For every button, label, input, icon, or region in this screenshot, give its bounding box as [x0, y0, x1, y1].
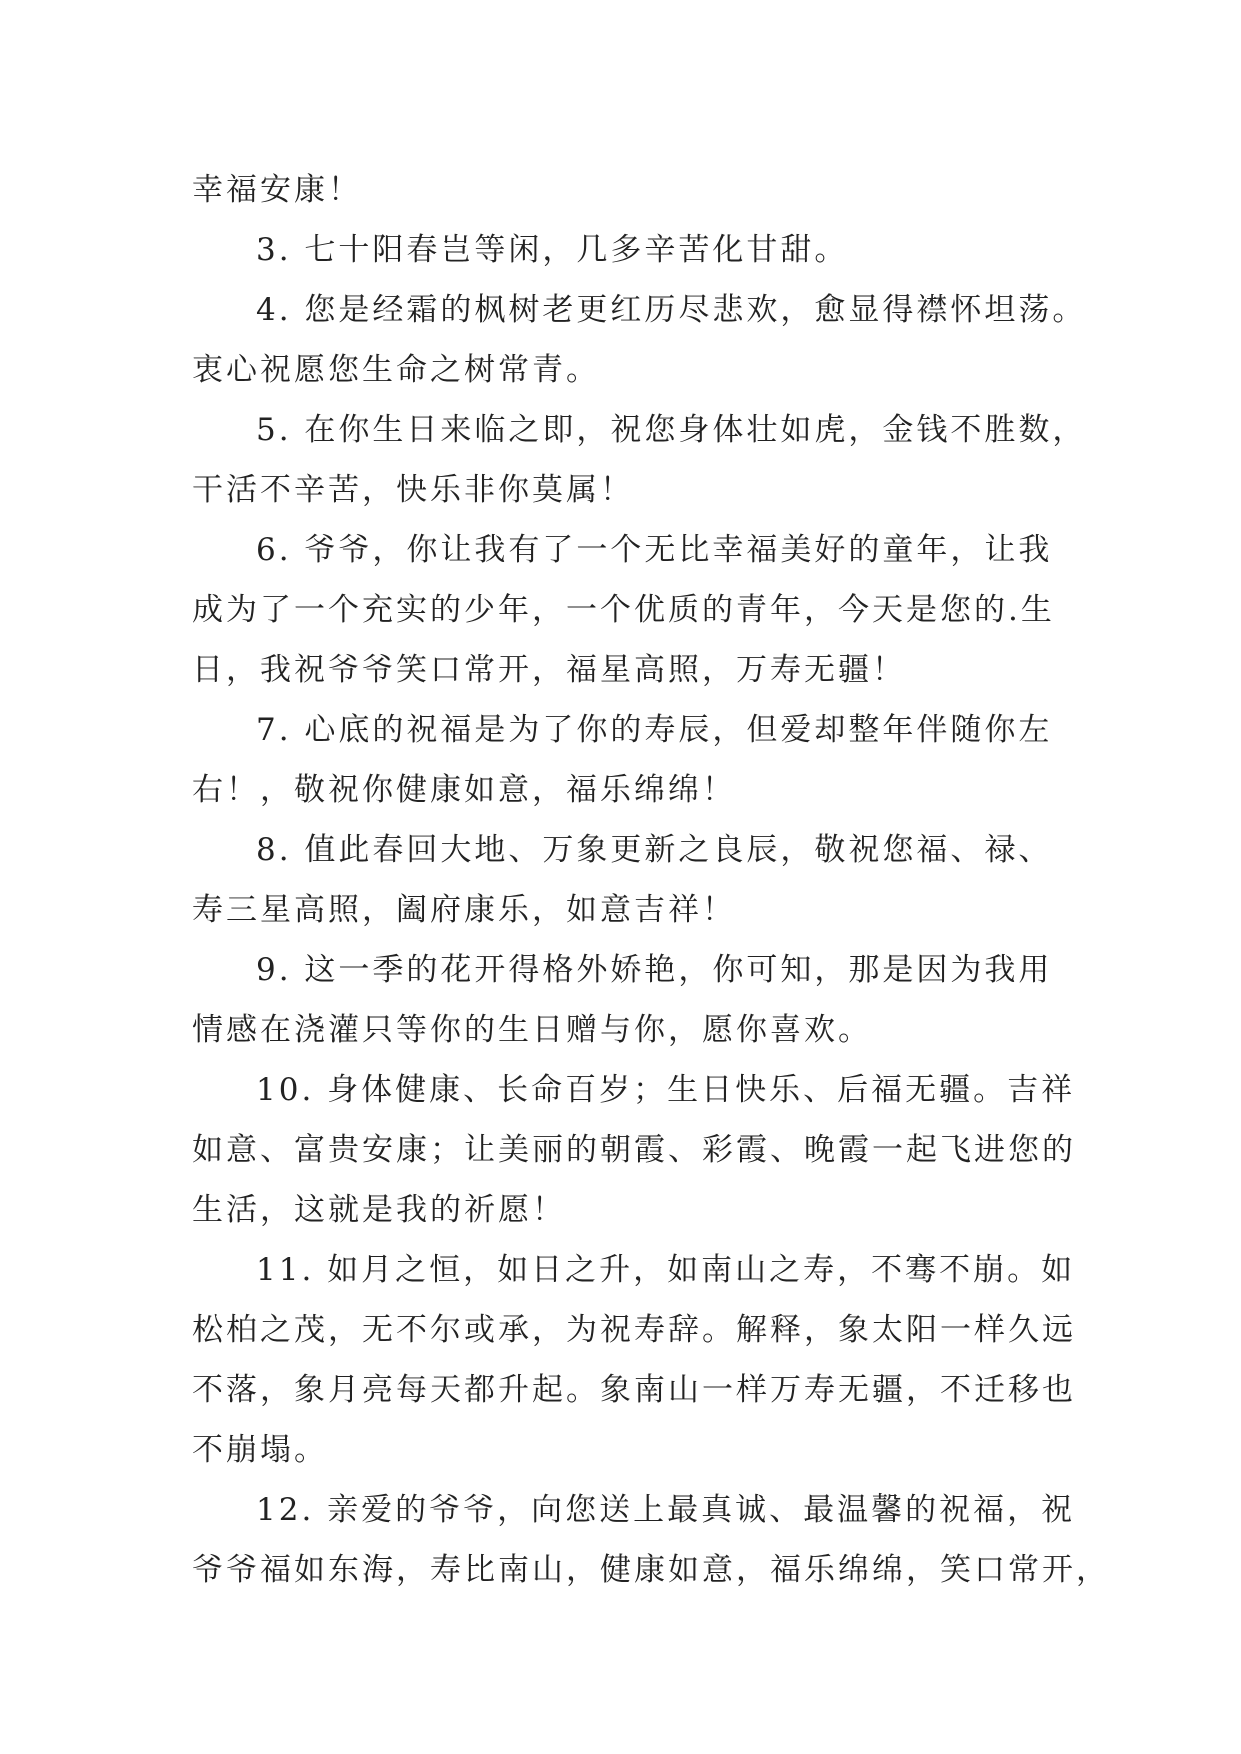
text-line: 7. 心底的祝福是为了你的寿辰，但爱却整年伴随你左 [256, 712, 1053, 748]
text-line: 生活，这就是我的祈愿！ [192, 1192, 566, 1228]
text-line: 10. 身体健康、长命百岁；生日快乐、后福无疆。吉祥 [256, 1072, 1076, 1108]
text-line: 干活不辛苦，快乐非你莫属！ [192, 472, 634, 508]
text-line: 松柏之茂，无不尔或承，为祝寿辞。解释，象太阳一样久远 [192, 1312, 1076, 1348]
text-line: 9. 这一季的花开得格外娇艳，你可知，那是因为我用 [256, 952, 1053, 988]
document-body [192, 160, 1110, 1600]
text-line: 成为了一个充实的少年，一个优质的青年，今天是您的.生 [192, 592, 1055, 628]
text-line: 幸福安康！ [192, 172, 362, 208]
text-line: 4. 您是经霜的枫树老更红历尽悲欢，愈显得襟怀坦荡。 [256, 292, 1087, 328]
text-line: 11. 如月之恒，如日之升，如南山之寿，不骞不崩。如 [256, 1252, 1076, 1288]
text-line: 情感在浇灌只等你的生日赠与你，愿你喜欢。 [192, 1012, 872, 1048]
text-line: 6. 爷爷，你让我有了一个无比幸福美好的童年，让我 [256, 532, 1053, 568]
text-line: 衷心祝愿您生命之树常青。 [192, 352, 600, 388]
text-line: 不崩塌。 [192, 1432, 328, 1468]
text-line: 5. 在你生日来临之即，祝您身体壮如虎，金钱不胜数， [256, 412, 1087, 448]
text-line: 12. 亲爱的爷爷，向您送上最真诚、最温馨的祝福，祝 [256, 1492, 1076, 1528]
text-line: 8. 值此春回大地、万象更新之良辰，敬祝您福、禄、 [256, 832, 1053, 868]
text-line: 右！，敬祝你健康如意，福乐绵绵！ [192, 772, 736, 808]
text-line: 日，我祝爷爷笑口常开，福星高照，万寿无疆！ [192, 652, 906, 688]
text-line: 3. 七十阳春岂等闲，几多辛苦化甘甜。 [256, 232, 849, 268]
text-line: 爷爷福如东海，寿比南山，健康如意，福乐绵绵，笑口常开， [192, 1552, 1110, 1588]
text-line: 不落，象月亮每天都升起。象南山一样万寿无疆，不迁移也 [192, 1372, 1076, 1408]
text-line: 如意、富贵安康；让美丽的朝霞、彩霞、晚霞一起飞进您的 [192, 1132, 1076, 1168]
text-line: 寿三星高照，阖府康乐，如意吉祥！ [192, 892, 736, 928]
